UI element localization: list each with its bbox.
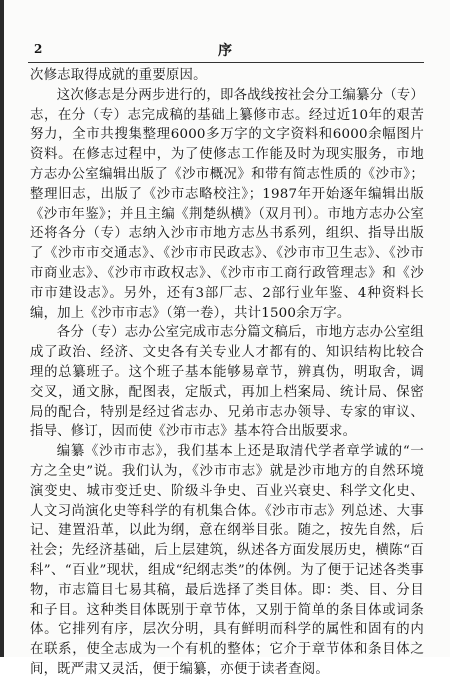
header-divider xyxy=(28,62,424,63)
running-title: 序 xyxy=(218,43,234,59)
paragraph: 这次修志是分两步进行的，即各战线按社会分工编纂分（专）志，在分（专）志完成稿的基础上纂修市志。经过近10年的艰苦努力，全市共搜集整理6000多万字的文字资料和6000余幅图片资料。在修志过程中，为了使修志工作能及时为现实服务，市地方志办公室编辑出版了《沙市概况》和带有简志性质的《沙市》；整理旧志，出版了《沙市志略校注》；1987年开始逐年编辑出版《沙市年鉴》；并且主编《荆楚纵横》（双月刊）。市地方志办公室还将各分（专）志纳入沙市市地方志丛书系列，组织、指导出版了《沙市市交通志》、《沙市市民政志》、《沙市市卫生志》、《沙市市商业志》、《沙市市政权志》、《沙市市工商行政管理志》和《沙市市建设志》。另外，还有3部厂志、2部行业年鉴、4种资料长编，加上《沙市市志》（第一卷），共计1500余万字。 xyxy=(30,87,424,321)
body-text xyxy=(30,66,424,680)
scan-binding-edge xyxy=(0,0,4,657)
page-number: 2 xyxy=(34,42,43,56)
paragraph-continuation: 次修志取得成就的重要原因。 xyxy=(30,68,207,83)
page-header xyxy=(28,40,424,62)
paragraph: 各分（专）志办公室完成市志分篇文稿后，市地方志办公室组成了政治、经济、文史各有关专业人才都有的、知识结构比较合理的总纂班子。这个班子基本能够易章节，辨真伪，明取舍，调交叉，通文脉，配图表，定版式，再加上档案局、统计局、保密局的配合，特别是经过省志办、兄弟市志办领导、专家的审议、指导、修订，因而使《沙市市志》基本符合出版要求。 xyxy=(30,325,424,440)
paragraph: 编纂《沙市市志》，我们基本上还是取清代学者章学诚的“一方之全史”说。我们认为，《沙市市志》就是沙市地方的自然环境演变史、城市变迁史、阶级斗争史、百业兴衰史、科学文化史、人文习尚演化史等科学的有机集合体。《沙市市志》列总述、大事记、建置沿革，以此为纲，意在纲举目张。随之，按先自然，后社会；先经济基础，后上层建筑，纵述各方面发展历史，横陈“百科”、“百业”现状，组成“纪纲志类”的体例。为了便于记述各类事物，市志篇目七易其稿，最后选择了类目体。即：类、目、分目和子目。这种类目体既别于章节体，又别于简单的条目体或词条体。它排列有序，层次分明，具有鲜明而科学的属性和固有的内在联系，使全志成为一个有机的整体；它介于章节体和条目体之间，既严肃又灵活，便于编纂，亦便于读者查阅。 xyxy=(30,444,424,677)
